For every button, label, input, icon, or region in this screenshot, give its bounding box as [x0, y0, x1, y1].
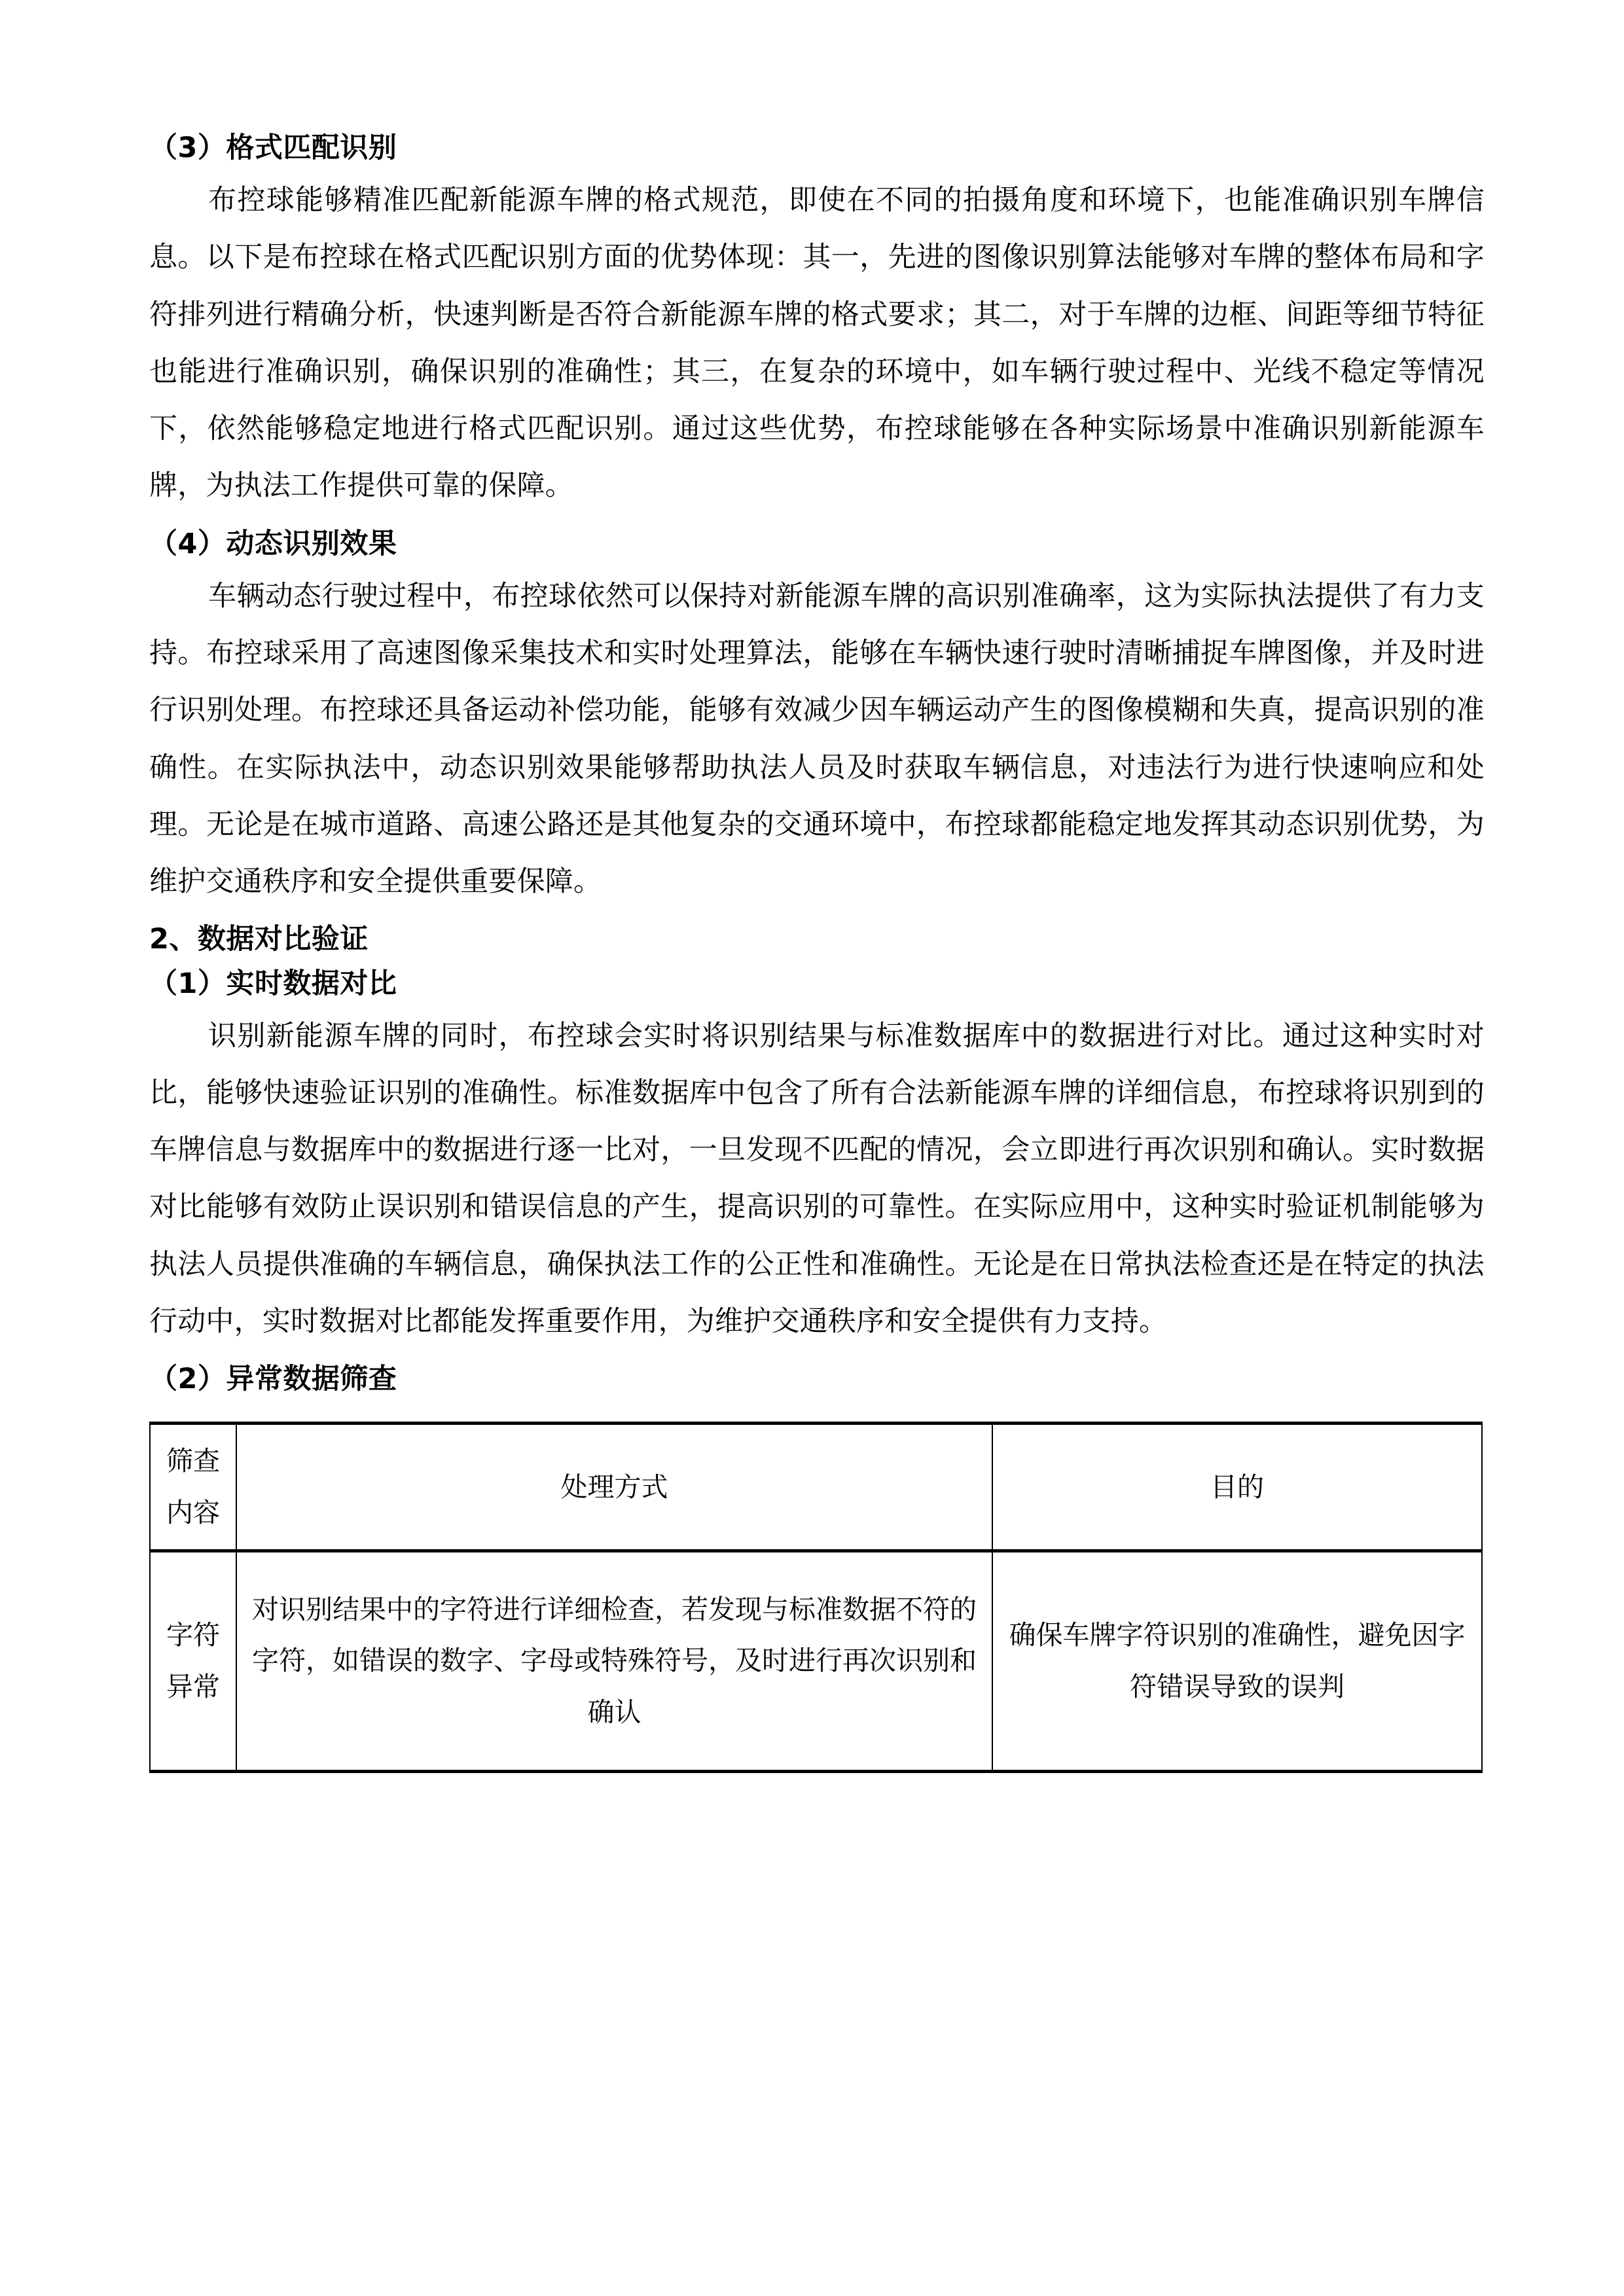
table-header-screening-content	[150, 1424, 236, 1551]
paragraph-realtime-data-comparison: 识别新能源车牌的同时，布控球会实时将识别结果与标准数据库中的数据进行对比。通过这种实时对比，能够快速验证识别的准确性。标准数据库中包含了所有合法新能源车牌的详细信息，布控球将识别到的车牌信息与数据库中的数据进行逐一比对，一旦发现不匹配的情况，会立即进行再次识别和确认。实时数据对比能够有效防止误识别和错误信息的产生，提高识别的可靠性。在实际应用中，这种实时验证机制能够为执法人员提供准确的车辆信息，确保执法工作的公正性和准确性。无论是在日常执法检查还是在特定的执法行动中，实时数据对比都能发挥重要作用，为维护交通秩序和安全提供有力支持。	[149, 1019, 1485, 1338]
table-row	[150, 1551, 1482, 1771]
table-cell-screening-content-line1: 字符	[166, 1619, 220, 1651]
heading-format-matching-recognition: （3）格式匹配识别	[149, 132, 397, 164]
abnormal-data-screening-table	[149, 1422, 1483, 1772]
page-content	[149, 128, 1485, 1773]
table-cell-screening-content	[150, 1551, 236, 1771]
table-header-screening-content-line1: 筛查	[166, 1445, 220, 1477]
heading-abnormal-data-screening: （2）异常数据筛查	[149, 1363, 397, 1396]
table-header-processing-method: 处理方式	[236, 1424, 992, 1551]
table-header-row	[150, 1424, 1482, 1551]
table-cell-screening-content-line2: 异常	[166, 1670, 220, 1702]
heading-dynamic-recognition-effect: （4）动态识别效果	[149, 527, 397, 560]
table-cell-purpose: 确保车牌字符识别的准确性，避免因字符错误导致的误判	[992, 1551, 1482, 1771]
table-cell-processing-method: 对识别结果中的字符进行详细检查，若发现与标准数据不符的字符，如错误的数字、字母或特殊符号，及时进行再次识别和确认	[236, 1551, 992, 1771]
heading-data-comparison-verification: 2、数据对比验证	[149, 923, 369, 956]
heading-realtime-data-comparison: （1）实时数据对比	[149, 967, 397, 1000]
paragraph-format-matching-recognition: 布控球能够精准匹配新能源车牌的格式规范，即使在不同的拍摄角度和环境下，也能准确识别车牌信息。以下是布控球在格式匹配识别方面的优势体现：其一，先进的图像识别算法能够对车牌的整体布局和字符排列进行精确分析，快速判断是否符合新能源车牌的格式要求；其二，对于车牌的边框、间距等细节特征也能进行准确识别，确保识别的准确性；其三，在复杂的环境中，如车辆行驶过程中、光线不稳定等情况下，依然能够稳定地进行格式匹配识别。通过这些优势，布控球能够在各种实际场景中准确识别新能源车牌，为执法工作提供可靠的保障。	[149, 184, 1485, 503]
table-header-purpose: 目的	[992, 1424, 1482, 1551]
paragraph-dynamic-recognition-effect: 车辆动态行驶过程中，布控球依然可以保持对新能源车牌的高识别准确率，这为实际执法提供了有力支持。布控球采用了高速图像采集技术和实时处理算法，能够在车辆快速行驶时清晰捕捉车牌图像，并及时进行识别处理。布控球还具备运动补偿功能，能够有效减少因车辆运动产生的图像模糊和失真，提高识别的准确性。在实际执法中，动态识别效果能够帮助执法人员及时获取车辆信息，对违法行为进行快速响应和处理。无论是在城市道路、高速公路还是其他复杂的交通环境中，布控球都能稳定地发挥其动态识别优势，为维护交通秩序和安全提供重要保障。	[149, 579, 1485, 899]
table-header-screening-content-line2: 内容	[166, 1497, 220, 1529]
